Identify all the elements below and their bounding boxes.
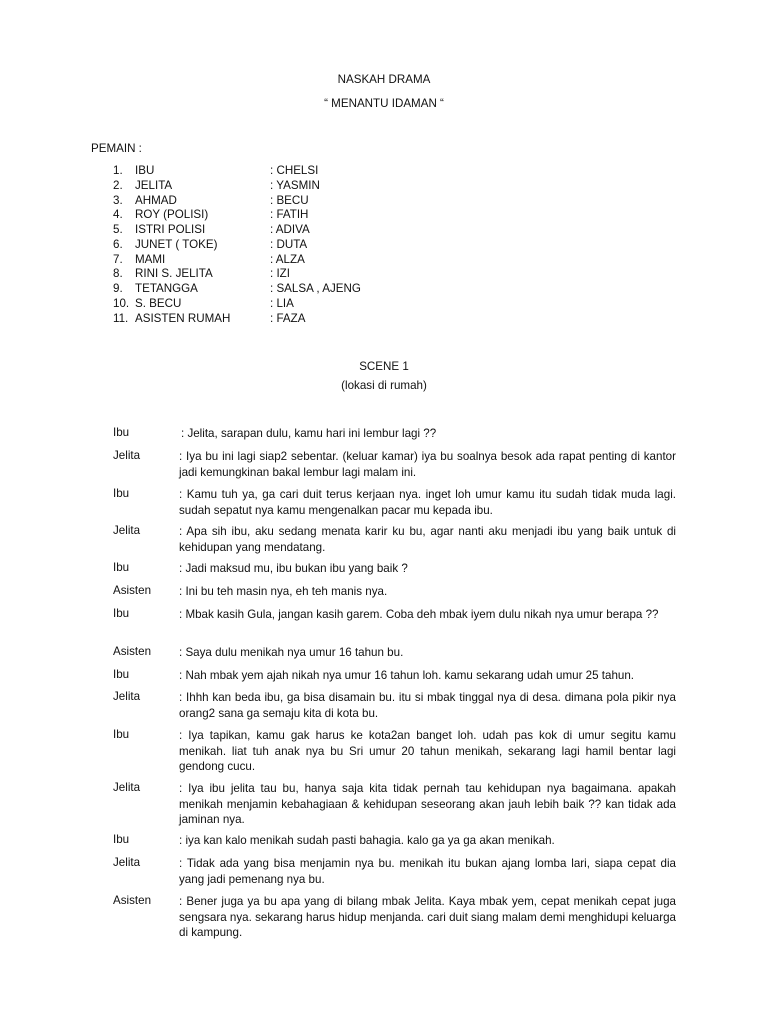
cast-role: RINI S. JELITA: [135, 267, 213, 280]
dialogue-speaker: Ibu: [113, 728, 130, 741]
cast-actor: : SALSA , AJENG: [270, 282, 361, 295]
dialogue-text: : Nah mbak yem ajah nikah nya umur 16 tahun loh. kamu sekarang udah umur 25 tahun.: [179, 669, 635, 682]
cast-role: IBU: [135, 164, 155, 177]
cast-number: 6.: [113, 238, 123, 251]
cast-role: MAMI: [135, 253, 166, 266]
cast-row: [0, 223, 400, 238]
cast-actor: : ADIVA: [270, 223, 310, 236]
cast-row: [0, 238, 400, 253]
cast-role: JUNET ( TOKE): [135, 238, 218, 251]
cast-actor: : IZI: [270, 267, 290, 280]
cast-actor: : DUTA: [270, 238, 308, 251]
cast-row: [0, 312, 400, 327]
cast-role: AHMAD: [135, 194, 177, 207]
cast-number: 10.: [113, 297, 130, 310]
dialogue-speaker: Jelita: [113, 449, 141, 462]
cast-role: JELITA: [135, 179, 173, 192]
dialogue-text: : Ihhh kan beda ibu, ga bisa disamain bu. itu si mbak tinggal nya di desa. dimana pola pikir nya orang2 sana ga semaju kita di kota bu.: [179, 691, 676, 720]
cast-row: [0, 282, 400, 297]
dialogue-text: : Kamu tuh ya, ga cari duit terus kerjaan nya. inget loh umur kamu itu sudah tidak muda lagi. sudah sepatut nya kamu mengenalkan pacar mu kepada ibu.: [179, 488, 676, 517]
cast-row: [0, 267, 400, 282]
cast-number: 11.: [113, 312, 129, 325]
cast-number: 7.: [113, 253, 123, 266]
dialogue-speaker: Ibu: [113, 668, 130, 681]
cast-role: TETANGGA: [135, 282, 198, 295]
dialogue-text: : Iya tapikan, kamu gak harus ke kota2an banget loh. udah pas kok di umur segitu kamu menikah. liat tuh anak nya bu Sri umur 20 tahun menikah, sekarang lagi hamil bentar lagi gendong cucu.: [179, 729, 676, 773]
cast-role: ASISTEN RUMAH: [135, 312, 231, 325]
cast-number: 4.: [113, 208, 123, 221]
cast-role: S. BECU: [135, 297, 182, 310]
dialogue-speaker: Jelita: [113, 690, 141, 703]
cast-role: ISTRI POLISI: [135, 223, 206, 236]
cast-actor: : ALZA: [270, 253, 305, 266]
dialogue-speaker: Jelita: [113, 856, 141, 869]
cast-row: [0, 179, 400, 194]
dialogue-text: : Iya ibu jelita tau bu, hanya saja kita tidak pernah tau kehidupan nya bagaimana. apakah menikah menjamin kebahagiaan & kehidupan seseorang akan jauh lebih baik ?? kan tidak ada jaminan nya.: [179, 782, 676, 826]
dialogue-text: : Ini bu teh masin nya, eh teh manis nya.: [179, 585, 388, 598]
dialogue-speaker: Jelita: [113, 524, 141, 537]
cast-actor: : CHELSI: [270, 164, 319, 177]
cast-actor: : FATIH: [270, 208, 309, 221]
cast-actor: : LIA: [270, 297, 294, 310]
cast-number: 5.: [113, 223, 123, 236]
document-subtitle: “ MENANTU IDAMAN “: [324, 97, 444, 110]
dialogue-speaker: Asisten: [113, 645, 152, 658]
cast-row: [0, 208, 400, 223]
cast-number: 3.: [113, 194, 123, 207]
dialogue-speaker: Ibu: [113, 426, 130, 439]
dialogue-speaker: Ibu: [113, 607, 130, 620]
cast-number: 2.: [113, 179, 123, 192]
dialogue-text: : Tidak ada yang bisa menjamin nya bu. menikah itu bukan ajang lomba lari, siapa cepat dia yang jadi pemenang nya bu.: [179, 857, 676, 886]
cast-actor: : FAZA: [270, 312, 306, 325]
dialogue-speaker: Ibu: [113, 833, 130, 846]
cast-label: PEMAIN :: [91, 142, 142, 155]
cast-row: [0, 164, 400, 179]
cast-number: 9.: [113, 282, 123, 295]
scene-location: (lokasi di rumah): [341, 379, 427, 392]
dialogue-text: : Iya bu ini lagi siap2 sebentar. (keluar kamar) iya bu soalnya besok ada rapat penting di kantor jadi kemungkinan bakal lembur lagi malam ini.: [179, 450, 676, 479]
dialogue-text: : Apa sih ibu, aku sedang menata karir ku bu, agar nanti aku menjadi ibu yang baik untuk di kehidupan yang mendatang.: [179, 525, 676, 554]
dialogue-speaker: Asisten: [113, 584, 152, 597]
dialogue-text: : Bener juga ya bu apa yang di bilang mbak Jelita. Kaya mbak yem, cepat menikah cepat juga sengsara nya. sekarang harus hidup menjanda. cari duit siang malam demi menghidupi keluarga di kampung.: [179, 895, 676, 939]
cast-actor: : YASMIN: [270, 179, 320, 192]
cast-row: [0, 194, 400, 209]
scene-title: SCENE 1: [359, 360, 409, 373]
dialogue-text: : Mbak kasih Gula, jangan kasih garem. Coba deh mbak iyem dulu nikah nya umur berapa ??: [179, 608, 659, 621]
dialogue-speaker: Ibu: [113, 487, 130, 500]
dialogue-text: : Jadi maksud mu, ibu bukan ibu yang baik ?: [179, 562, 408, 575]
cast-row: [0, 297, 400, 312]
dialogue-text: : Jelita, sarapan dulu, kamu hari ini lembur lagi ??: [181, 427, 437, 440]
cast-row: [0, 253, 400, 268]
cast-role: ROY (POLISI): [135, 208, 209, 221]
dialogue-text: : iya kan kalo menikah sudah pasti bahagia. kalo ga ya ga akan menikah.: [179, 834, 555, 847]
dialogue-text: : Saya dulu menikah nya umur 16 tahun bu.: [179, 646, 404, 659]
dialogue-speaker: Jelita: [113, 781, 141, 794]
cast-actor: : BECU: [270, 194, 309, 207]
cast-number: 1.: [113, 164, 123, 177]
dialogue-speaker: Ibu: [113, 561, 130, 574]
document-title: NASKAH DRAMA: [337, 73, 431, 86]
cast-number: 8.: [113, 267, 123, 280]
dialogue-speaker: Asisten: [113, 894, 152, 907]
